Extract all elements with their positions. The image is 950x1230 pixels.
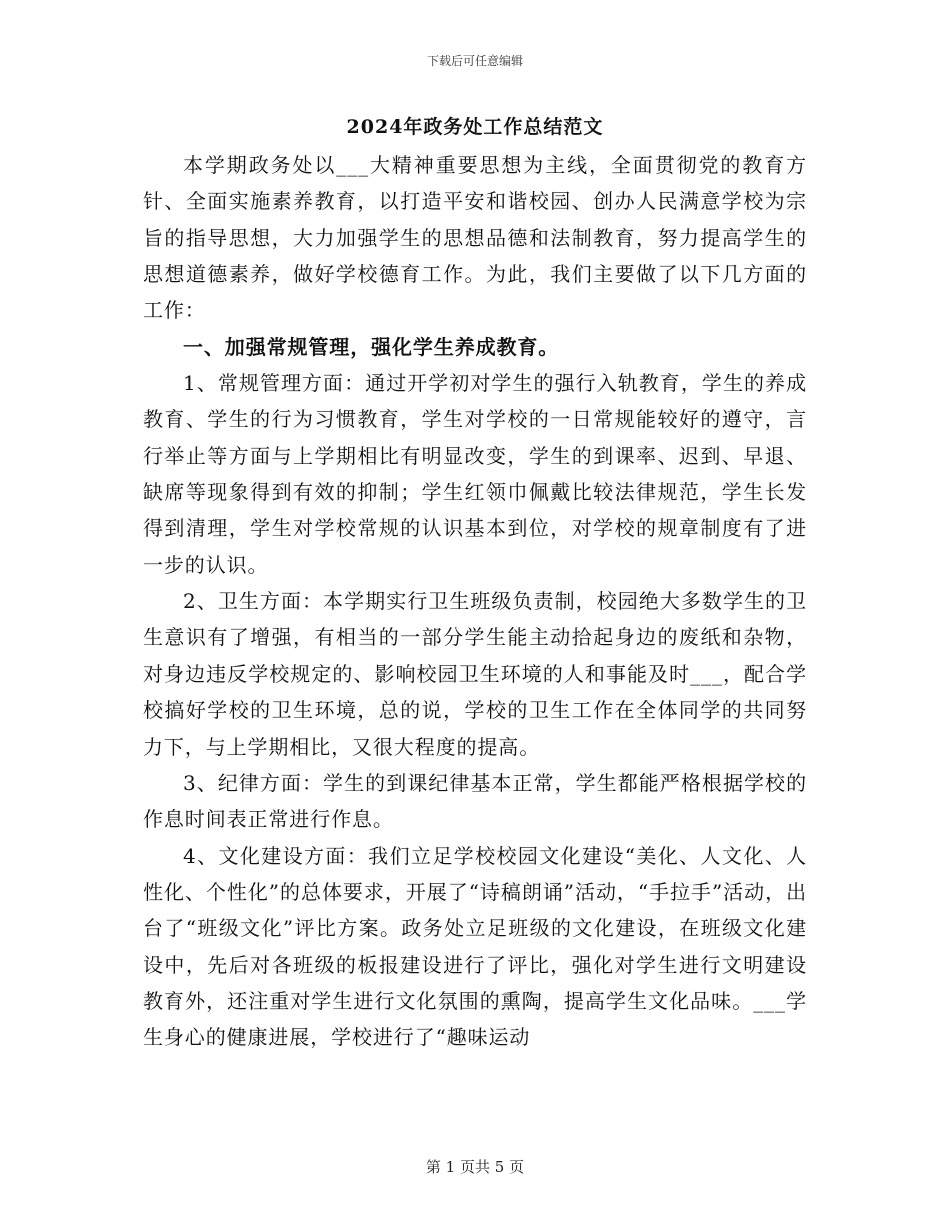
document-title: 2024年政务处工作总结范文	[346, 116, 604, 138]
page-number: 第 1 页共 5 页	[425, 1158, 525, 1176]
paragraph-culture: 4、文化建设方面：我们立足学校校园文化建设“美化、人文化、人性化、个性化”的总体要求，开展了“诗稿朗诵”活动，“手拉手”活动，出台了“班级文化”评比方案。政务处立足班级的文化建设，在班级文化建设中，先后对各班级的板报建设进行了评比，强化对学生进行文明建设教育外，还注重对学生进行文化氛围的熏陶，提高学生文化品味。___学生身心的健康进展，学校进行了“趣味运动	[143, 843, 807, 1050]
document-body	[143, 147, 807, 1056]
page-header-note: 下载后可任意编辑	[426, 54, 523, 68]
paragraph-discipline: 3、纪律方面：学生的到课纪律基本正常，学生都能严格根据学校的作息时间表正常进行作息。	[143, 770, 807, 832]
paragraph-routine-management: 1、常规管理方面：通过开学初对学生的强行入轨教育，学生的养成教育、学生的行为习惯教育，学生对学校的一日常规能较好的遵守，言行举止等方面与上学期相比有明显改变，学生的到课率、迟到、早退、缺席等现象得到有效的抑制；学生红领巾佩戴比较法律规范，学生长发得到清理，学生对学校常规的认识基本到位，对学校的规章制度有了进一步的认识。	[143, 371, 807, 577]
intro-paragraph: 本学期政务处以___大精神重要思想为主线，全面贯彻党的教育方针、全面实施素养教育，以打造平安和谐校园、创办人民满意学校为宗旨的指导思想，大力加强学生的思想品德和法制教育，努力提高学生的思想道德素养，做好学校德育工作。为此，我们主要做了以下几方面的工作：	[143, 153, 807, 323]
section-heading: 一、加强常规管理，强化学生养成教育。	[183, 334, 560, 359]
paragraph-hygiene: 2、卫生方面：本学期实行卫生班级负责制，校园绝大多数学生的卫生意识有了增强，有相当的一部分学生能主动拾起身边的废纸和杂物，对身边违反学校规定的、影响校园卫生环境的人和事能及时___，配合学校搞好学校的卫生环境，总的说，学校的卫生工作在全体同学的共同努力下，与上学期相比，又很大程度的提高。	[143, 589, 807, 759]
